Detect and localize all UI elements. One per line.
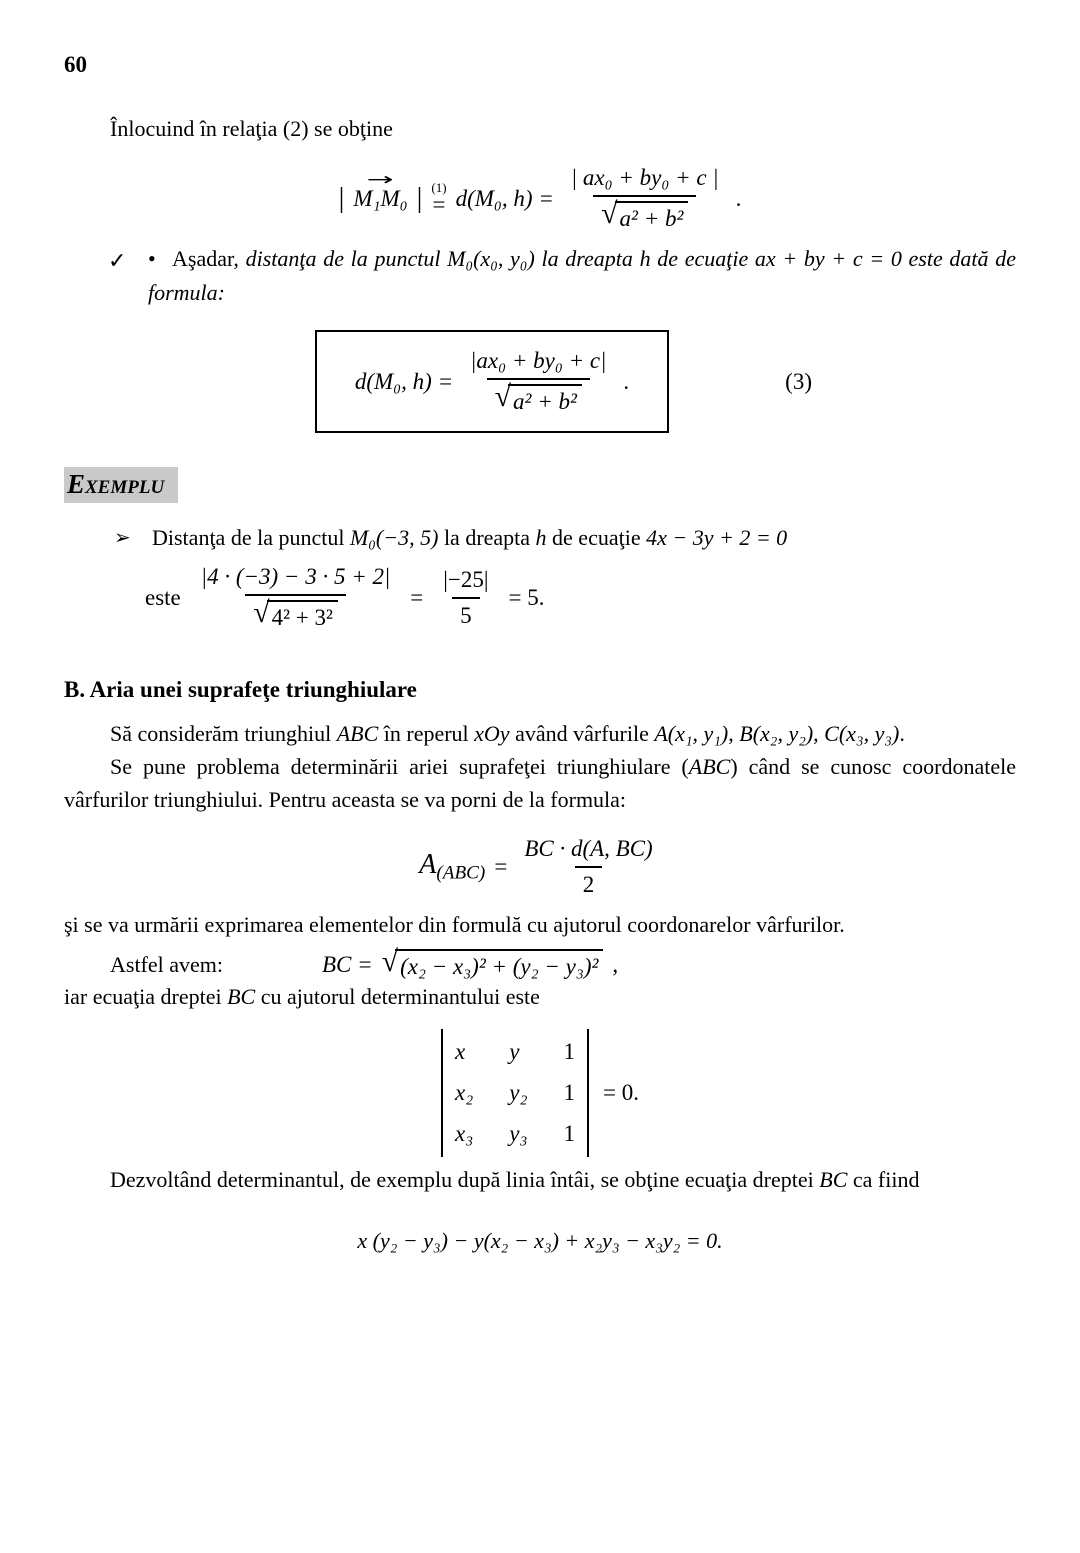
det-cell: x [455,1039,466,1065]
fraction [435,567,496,629]
text-segment: de ecuaţie [546,525,647,551]
equals-zero: = 0. [602,1080,639,1106]
radicand: 4² + 3² [267,600,338,631]
text-segment: B(x₂, y₂), C(x₃, y₃) [739,721,900,747]
text-segment: Dezvoltând determinantul, de exemplu după linia întâi, se obţine ecuaţia dreptei [110,1167,820,1193]
square-root [253,595,338,631]
vector-m1m0: M₁M₀ → [353,186,407,212]
text-segment: M₀(−3, 5) [349,525,439,551]
astfel-row [64,944,1016,980]
boxed-formula-wrap [64,324,1016,433]
radicand: a² + b² [615,201,689,232]
det-cell: 1 [563,1039,575,1065]
fraction-numerator: |−25| [443,566,489,592]
intro-paragraph: Înlocuind în relaţia (2) se obţine [110,116,393,141]
page-number: 60 [64,52,87,77]
period: . [735,185,742,211]
text-segment: Se pune problema determinării ariei suprafeţei triunghiulare ( [110,754,689,780]
equation-number: (3) [785,368,812,394]
text-segment: BC [227,984,256,1010]
fraction [462,348,614,415]
text-segment: A(x₁, y₁) [654,721,729,747]
radicand: a² + b² [508,384,582,415]
square-root [601,196,688,232]
determinant-wrap [64,1029,1016,1157]
comma: , [612,951,619,977]
det-cell: 1 [563,1121,575,1147]
fraction-numerator: |ax₀ + by₀ + c| [470,348,607,374]
fraction [516,836,660,898]
radical-icon: √ [601,196,618,230]
fraction [193,564,399,631]
text-segment: BC [819,1167,848,1193]
formula-area [64,822,1016,898]
text-segment: Distanţa de la punctul [152,525,350,551]
math-row [355,348,629,415]
asadar-text [148,246,1016,305]
example-text [152,525,787,550]
arrow-bullet-icon: ➢ [114,525,131,550]
fraction-numerator: |4 · (−3) − 3 · 5 + 2| [200,564,391,590]
formula-final [64,1214,1016,1254]
astfel-label: Astfel avem: [110,951,224,977]
fraction-denominator [245,594,346,631]
fraction-numerator: | ax₀ + by₀ + c | [570,165,719,190]
fraction-denominator [593,195,696,232]
period: . [623,368,630,394]
equals-sign: = [494,854,508,880]
dezvoltand-paragraph [64,1163,1016,1196]
radical-icon: √ [381,944,399,978]
asadar-paragraph [64,242,1016,310]
check-icon: ✓ [108,249,127,274]
fraction [563,165,727,232]
text-segment: 4x − 3y + 2 = 0 [646,525,788,551]
math-row [339,165,742,232]
equals-with-reference [431,181,446,216]
problema-paragraph [64,750,1016,816]
equals-sign: = [410,584,424,610]
example-item [64,521,1016,554]
text-segment: h [535,525,547,551]
equals-sign: = [432,192,446,217]
bullet-icon: • [148,246,156,271]
text-segment: având vârfurile [509,721,655,747]
det-cell: x₃ [455,1121,474,1147]
urmarii-paragraph: şi se va urmării exprimarea elementelor din formulă cu ajutorul coordonarelor vârfurilor. [64,912,845,938]
det-cell: y [509,1039,520,1065]
square-root [381,944,604,980]
exemplu-label: Exemplu [64,467,178,503]
abs-bar: | [338,182,345,214]
example-calculation [64,564,1016,631]
determinant-matrix [441,1029,589,1157]
text-segment: distanţa de la punctul M₀(x₀, y₀) la dreapta h de ecuaţie ax + by + c = 0 este dată de formula: [148,246,1016,306]
text-segment: cu ajutorul determinantului este [255,984,540,1010]
distance-function: d(M₀, h) = [455,185,554,211]
iar-paragraph [64,980,1016,1013]
text-segment: xOy [474,721,510,747]
text-segment: ABC [336,721,379,747]
formula-box [315,330,669,433]
bc-equals: BC = [322,951,373,977]
text-segment: ca fiind [847,1167,920,1193]
abs-bar: | [416,182,423,214]
math-row [419,836,660,898]
distance-function: d(M₀, h) = [354,368,454,394]
radical-icon: √ [253,595,270,629]
result: = 5. [508,584,545,610]
fraction-numerator: BC · d(A, BC) [524,836,653,862]
text-segment: ABC [688,754,731,780]
math-row [322,944,619,980]
script-a-symbol [419,849,485,885]
area-subscript: (ABC) [436,862,486,884]
expanded-determinant-equation: x (y₂ − y₃) − y(x₂ − x₃) + x₂y₃ − x₃y₂ = 0. [357,1228,723,1254]
det-cell: y₂ [509,1080,528,1106]
square-root [494,379,582,415]
script-a: A [419,849,437,881]
det-cell: x₂ [455,1080,474,1106]
det-cell: y₃ [509,1121,528,1147]
formula-distance-derivation [64,151,1016,232]
exemplu-section-header [64,467,1016,503]
fraction-denominator: 5 [452,597,480,629]
text-segment: iar ecuaţia dreptei [64,984,228,1010]
fraction-denominator: 2 [575,866,603,898]
text-segment: Să considerăm triunghiul [110,721,337,747]
radical-icon: √ [494,379,512,413]
text-segment: , [728,721,740,747]
text-segment: în reperul [378,721,475,747]
text-segment: la dreapta [438,525,536,551]
fraction-denominator [487,378,590,415]
determinant-group [441,1029,639,1157]
det-cell: 1 [563,1080,575,1106]
radicand: (x₂ − x₃)² + (y₂ − y₃)² [395,949,603,980]
este-label: este [145,584,181,610]
equation-reference: (1) [431,180,447,195]
consider-paragraph [64,717,1016,750]
text-segment: ) când se cunosc coordonatele vârfurilor triunghiului. Pentru aceasta se va porni de la formula: [64,754,1016,813]
text-segment: Aşadar, [172,246,246,271]
text-segment: . [899,721,905,747]
section-heading: B. Aria unei suprafeţe triunghiulare [64,677,417,703]
